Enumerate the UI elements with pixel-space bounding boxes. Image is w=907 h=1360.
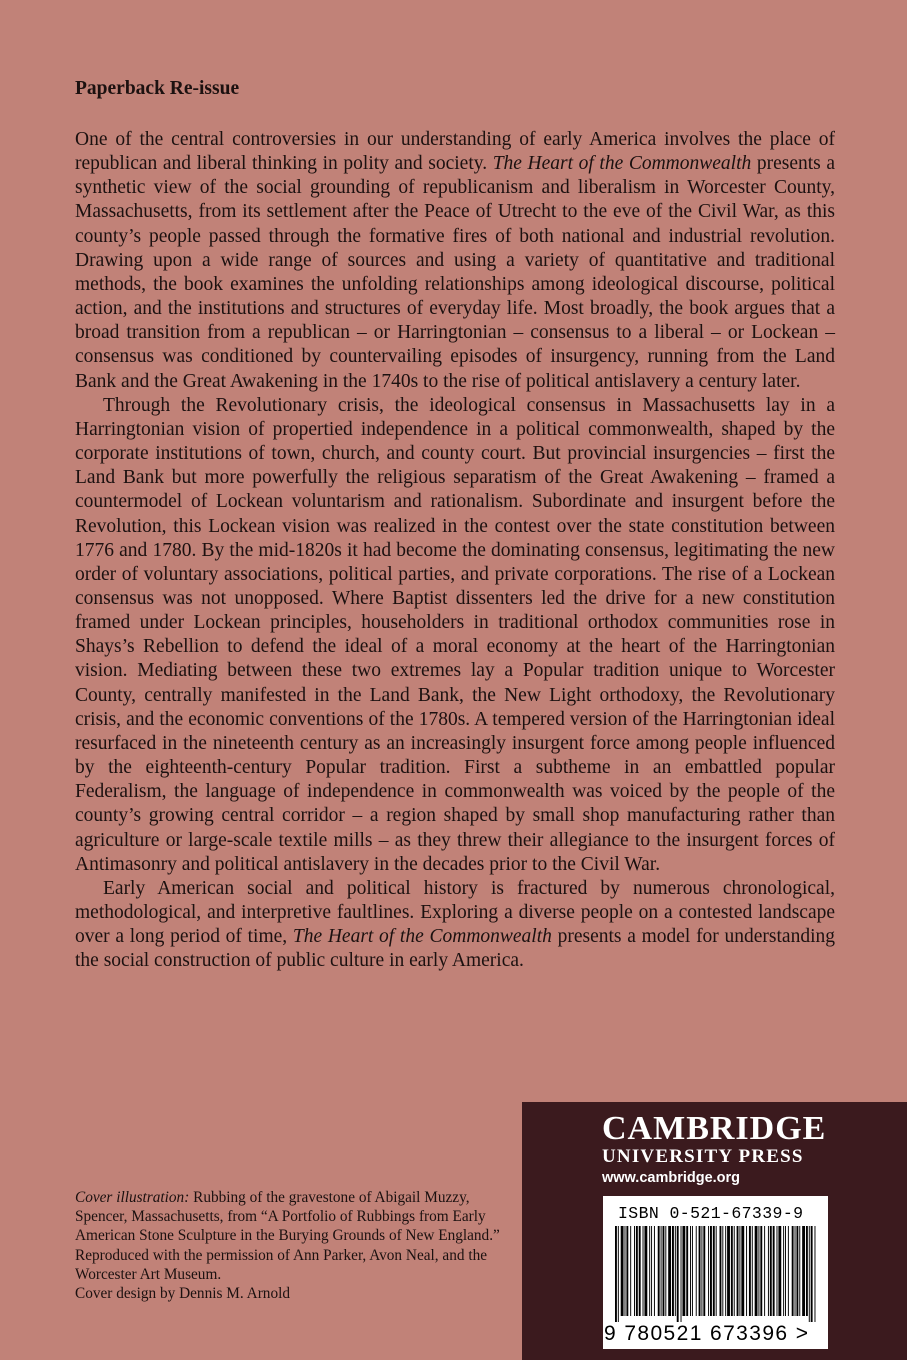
- publisher-press: UNIVERSITY PRESS: [602, 1146, 804, 1167]
- barcode-bar: [708, 1226, 709, 1316]
- barcode-bar: [764, 1226, 765, 1316]
- barcode-bar: [701, 1226, 702, 1316]
- barcode-bar: [663, 1226, 665, 1316]
- ean-digits: 9 780521 673396 >: [604, 1322, 810, 1345]
- barcode-bar: [758, 1226, 759, 1316]
- barcode-bar: [639, 1226, 641, 1316]
- barcode-bar: [710, 1226, 712, 1316]
- barcode-bar: [796, 1226, 798, 1316]
- book-title-italic: The Heart of the Commonwealth: [492, 153, 752, 175]
- blurb-paragraph-2: Through the Revolutionary crisis, the ideological consensus in Massachusetts lay in a Harringtonian vision of propertied independence in a political commonwealth, shaped by the corporate institutions of town, church, and county court. But provincial insurgencies – first the Land Bank but more powerfully the religious separatism of the Great Awakening – framed a countermodel of Lockean voluntarism and rationalism. Subordinate and insurgent before the Revolution, this Lockean vision was realized in the contest over the state constitution between 1776 and 1780. By the mid-1820s it had become the dominating consensus, legitimating the new order of voluntary associations, political parties, and private corporations. The rise of a Lockean consensus was not unopposed. Where Baptist dissenters led the drive for a new constitution framed under Lockean principles, householders in traditional orthodox communities rose in Shays’s Rebellion to defend the ideal of a moral economy at the heart of the Harringtonian vision. Mediating between these two extremes lay a Popular tradition unique to Worcester County, centrally manifested in the Land Bank, the New Light orthodoxy, the Revolutionary crisis, and the economic conventions of the 1780s. A tempered version of the Harringtonian ideal resurfaced in the nineteenth century as an increasingly insurgent force among people influenced by the eighteenth-century Popular tradition. First a subtheme in an embattled popular Federalism, the language of independence in commonwealth was voiced by the people of the county’s growing central corridor – a region shaped by small shop manufacturing rather than agriculture or large-scale textile mills – as they threw their allegiance to the insurgent forces of Antimasonry and political antislavery in the decades prior to the Civil War.: [75, 394, 835, 875]
- barcode-bar: [752, 1226, 753, 1316]
- barcode-bar: [651, 1226, 652, 1316]
- barcode-bar: [720, 1226, 722, 1316]
- barcode-bar: [615, 1226, 617, 1322]
- barcode-bar: [649, 1226, 650, 1316]
- barcode-bar: [770, 1226, 772, 1316]
- barcode-bar: [737, 1226, 739, 1316]
- paragraph-1-text-a: One of the central controversies in our understanding of early America involves the place of republican and liberal thinking in polity and society.: [75, 129, 835, 175]
- barcode-bar: [755, 1226, 758, 1316]
- barcode-bar: [806, 1226, 808, 1316]
- barcode-bar: [654, 1226, 655, 1316]
- barcode-bar: [778, 1226, 781, 1316]
- publisher-url: www.cambridge.org: [602, 1170, 741, 1186]
- barcode-bar: [749, 1226, 751, 1316]
- cover-credits: [75, 1188, 525, 1303]
- barcode-bar: [727, 1226, 730, 1316]
- barcode-bar: [696, 1226, 697, 1316]
- barcode-bar: [634, 1226, 635, 1316]
- design-credit: Cover design by Dennis M. Arnold: [75, 1285, 290, 1303]
- barcode-bar: [773, 1226, 775, 1316]
- barcode-bar: [788, 1226, 789, 1316]
- barcode-bar: [682, 1226, 685, 1316]
- isbn-number: ISBN 0-521-67339-9: [618, 1204, 804, 1223]
- illustration-credit-text: Rubbing of the gravestone of Abigail Muzzy, Spencer, Massachusetts, from “A Portfolio of Rubbings from Early American Stone Sculpture in the Burying Grounds of New England.” Reproduced with the permission of Ann Parker, Avon Neal, and the Worcester Art Museum.: [75, 1189, 500, 1283]
- blurb-paragraph-3: [75, 877, 835, 974]
- barcode-bar: [746, 1226, 747, 1316]
- barcode-bar: [760, 1226, 762, 1316]
- barcode-bar: [716, 1226, 717, 1316]
- barcode-bar: [675, 1226, 676, 1316]
- barcode-bar: [792, 1226, 794, 1316]
- barcode-bar: [630, 1226, 631, 1316]
- barcode-bar: [681, 1226, 682, 1322]
- barcode-bar: [618, 1226, 619, 1322]
- blurb-paragraph-1: [75, 128, 835, 394]
- barcode-bar: [734, 1226, 735, 1316]
- barcode-bar: [672, 1226, 674, 1316]
- book-title-italic: The Heart of the Commonwealth: [292, 926, 552, 948]
- barcode-graphic: [611, 1226, 819, 1322]
- barcode-bar: [703, 1226, 705, 1316]
- barcode-bar: [722, 1226, 723, 1316]
- barcode-bar: [785, 1226, 786, 1316]
- barcode-bar: [795, 1226, 796, 1316]
- barcode-bar: [686, 1226, 688, 1316]
- barcode-bar: [802, 1226, 805, 1316]
- barcode-bar: [621, 1226, 624, 1316]
- publisher-name: CAMBRIDGE: [602, 1110, 827, 1147]
- paragraph-3-text-b: presents a model for understanding the social construction of public culture in early America.: [75, 926, 835, 972]
- barcode-bar: [658, 1226, 660, 1316]
- barcode-bar: [741, 1226, 744, 1316]
- barcode-bar: [811, 1226, 813, 1322]
- barcode-bar: [777, 1226, 778, 1316]
- paragraph-1-text-b: presents a synthetic view of the social grounding of republicanism and liberalism in Worcester County, Massachusetts, from its settlement after the Peace of Utrecht to the eve of the Civil War, as this county’s people passed through the formative fires of both national and industrial revolution. Drawing upon a wide range of sources and using a variety of quantitative and traditional methods, the book examines the unfolding relationships among ideological discourse, political action, and the institutions and structures of everyday life. Most broadly, the book argues that a broad transition from a republican – or Harringtonian – consensus to a liberal – or Lockean – consensus was conditioned by countervailing episodes of insurgency, running from the Land Bank and the Great Awakening in the 1740s to the rise of political antislavery a century later.: [75, 153, 835, 392]
- barcode-bar: [699, 1226, 701, 1316]
- barcode-bar: [625, 1226, 626, 1316]
- barcode-bar: [731, 1226, 733, 1316]
- barcode-bar: [739, 1226, 740, 1316]
- barcode-bar: [692, 1226, 693, 1316]
- barcode-bar: [626, 1226, 628, 1316]
- barcode-bar: [713, 1226, 715, 1316]
- illustration-credit-label: Cover illustration:: [75, 1189, 190, 1206]
- blurb-text: [75, 128, 835, 973]
- illustration-credit: [75, 1188, 525, 1284]
- barcode-bar: [644, 1226, 647, 1316]
- barcode-bar: [661, 1226, 662, 1316]
- barcode-bar: [668, 1226, 671, 1316]
- barcode-bar: [643, 1226, 644, 1316]
- publisher-block: [522, 1102, 907, 1360]
- barcode-bar: [690, 1226, 691, 1316]
- barcode-bar: [665, 1226, 666, 1316]
- barcode-bar: [815, 1226, 816, 1322]
- paragraph-3-text-a: Early American social and political history is fractured by numerous chronological, methodological, and interpretive faultlines. Exploring a diverse people on a contested landscape over a long period of time,: [75, 877, 835, 948]
- barcode-bar: [783, 1226, 784, 1316]
- barcode-bar: [809, 1226, 810, 1322]
- barcode-bar: [636, 1226, 638, 1316]
- barcode-bar: [677, 1226, 679, 1322]
- barcode-bar: [799, 1226, 800, 1316]
- barcode-panel: [603, 1196, 828, 1349]
- barcode-bar: [725, 1226, 726, 1316]
- barcode-bar: [768, 1226, 769, 1316]
- section-heading: Paperback Re-issue: [75, 78, 240, 99]
